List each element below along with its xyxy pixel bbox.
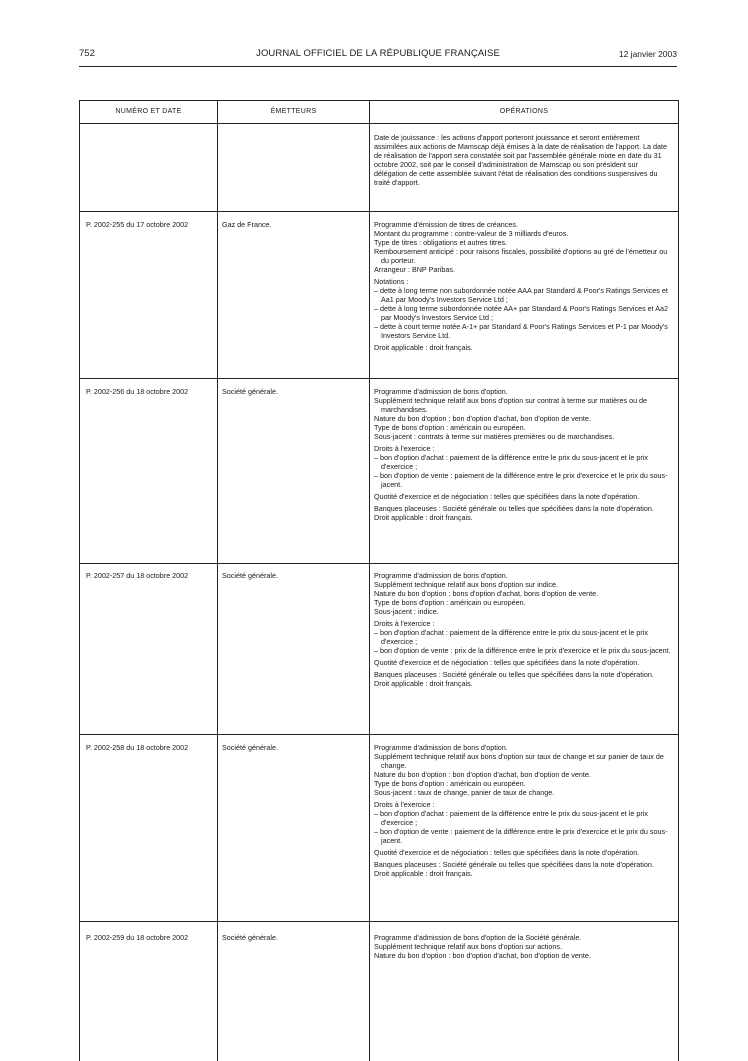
journal-title: JOURNAL OFFICIEL DE LA RÉPUBLIQUE FRANÇAISE <box>256 48 500 59</box>
issue-date: 12 janvier 2003 <box>618 49 677 59</box>
operation-line: Banques placeuses : Société générale ou telles que spécifiées dans la note d'opération. <box>374 860 654 869</box>
row-divider <box>80 921 678 922</box>
page-header <box>79 46 677 66</box>
operation-line: Nature du bon d'option : bons d'option d'achat, bons d'option de vente. <box>374 589 599 598</box>
operation-line: – bon d'option d'achat : paiement de la différence entre le prix du sous-jacent et le prix d'exercice ; <box>374 453 648 471</box>
emetteur-cell: Société générale. <box>222 571 278 580</box>
emetteur-cell: Société générale. <box>222 933 278 942</box>
operation-line: Programme d'admission de bons d'option de la Société générale. <box>374 933 582 942</box>
operations-cell <box>374 571 672 688</box>
operation-line: Date de jouissance : les actions d'apport porteront jouissance et seront entièrement assimilées aux actions de Mamscap déjà émises à la date de réalisation de l'apport. La date de réalisation de l'apport sera constatée soit par l'assemblée générale mixte en date du 31 octobre 2002, soit par le conseil d'administration de Mamscap ou son président sur délégation de cette assemblée suivant l'état de réalisation des conditions suspensives du traité d'apport. <box>374 133 668 187</box>
operation-line: Droits à l'exercice : <box>374 444 435 453</box>
operations-cell <box>374 933 672 960</box>
operation-line: Type de bons d'option : américain ou européen. <box>374 598 526 607</box>
operation-line: Nature du bon d'option : bon d'option d'achat, bon d'option de vente. <box>374 770 591 779</box>
operation-line: Quotité d'exercice et de négociation : telles que spécifiées dans la note d'opération. <box>374 848 640 857</box>
row-divider <box>80 734 678 735</box>
operation-line: – dette à long terme non subordonnée notée AAA par Standard & Poor's Ratings Services et Aa1 par Moody's Investors Service Ltd ; <box>374 286 668 304</box>
operation-line: Droit applicable : droit français. <box>374 869 473 878</box>
operations-cell <box>374 743 672 878</box>
operation-line: Programme d'admission de bons d'option. <box>374 387 508 396</box>
operations-cell <box>374 133 672 187</box>
operation-line: Droit applicable : droit français. <box>374 513 473 522</box>
operation-line: Type de titres : obligations et autres titres. <box>374 238 508 247</box>
operation-line: Quotité d'exercice et de négociation : telles que spécifiées dans la note d'opération. <box>374 658 640 667</box>
operation-line: Droit applicable : droit français. <box>374 343 473 352</box>
page-number: 752 <box>79 48 95 59</box>
numero-date-cell: P. 2002-257 du 18 octobre 2002 <box>86 571 189 580</box>
operation-line: Remboursement anticipé : pour raisons fiscales, possibilité d'options au gré de l'émetteur ou du porteur. <box>374 247 668 265</box>
column-header-numero: NUMÉRO ET DATE <box>115 108 182 115</box>
operation-line: – bon d'option de vente : prix de la différence entre le prix d'exercice et le prix du sous-jacent. <box>374 646 671 655</box>
emetteur-cell: Gaz de France. <box>222 220 272 229</box>
header-divider <box>80 123 678 124</box>
operation-line: – dette à court terme notée A-1+ par Standard & Poor's Ratings Services et P-1 par Moody's Investors Service Ltd. <box>374 322 668 340</box>
row-divider <box>80 211 678 212</box>
operation-line: Sous-jacent : taux de change, panier de taux de change. <box>374 788 555 797</box>
column-divider <box>369 101 370 1061</box>
emetteur-cell: Société générale. <box>222 387 278 396</box>
column-header-emetteurs: ÉMETTEURS <box>270 108 317 115</box>
numero-date-cell: P. 2002-258 du 18 octobre 2002 <box>86 743 189 752</box>
operations-cell <box>374 220 672 352</box>
numero-date-cell: P. 2002-259 du 18 octobre 2002 <box>86 933 189 942</box>
operation-line: Supplément technique relatif aux bons d'option sur taux de change et sur panier de taux de change. <box>374 752 664 770</box>
operations-table <box>79 100 679 1061</box>
operation-line: Sous-jacent : contrats à terme sur matières premières ou de marchandises. <box>374 432 615 441</box>
operation-line: Notations : <box>374 277 409 286</box>
emetteur-cell: Société générale. <box>222 743 278 752</box>
operation-line: Nature du bon d'option : bon d'option d'achat, bon d'option de vente. <box>374 951 591 960</box>
operation-line: Programme d'admission de bons d'option. <box>374 571 508 580</box>
operation-line: Banques placeuses : Société générale ou telles que spécifiées dans la note d'opération. <box>374 504 654 513</box>
operation-line: Supplément technique relatif aux bons d'option sur indice. <box>374 580 558 589</box>
row-divider <box>80 563 678 564</box>
operation-line: – bon d'option d'achat : paiement de la différence entre le prix du sous-jacent et le prix d'exercice ; <box>374 809 648 827</box>
operation-line: Droits à l'exercice : <box>374 619 435 628</box>
column-header-operations: OPÉRATIONS <box>499 108 549 115</box>
operations-cell <box>374 387 672 522</box>
numero-date-cell: P. 2002-255 du 17 octobre 2002 <box>86 220 189 229</box>
header-rule <box>79 66 677 67</box>
operation-line: Quotité d'exercice et de négociation : telles que spécifiées dans la note d'opération. <box>374 492 640 501</box>
operation-line: Supplément technique relatif aux bons d'option sur actions. <box>374 942 562 951</box>
column-divider <box>217 101 218 1061</box>
operation-line: Droits à l'exercice : <box>374 800 435 809</box>
operation-line: – bon d'option d'achat : paiement de la différence entre le prix du sous-jacent et le prix d'exercice ; <box>374 628 648 646</box>
operation-line: Type de bons d'option : américain ou européen. <box>374 779 526 788</box>
operation-line: Supplément technique relatif aux bons d'option sur contrat à terme sur matières ou de marchandises. <box>374 396 648 414</box>
operation-line: Droit applicable : droit français. <box>374 679 473 688</box>
operation-line: Montant du programme : contre-valeur de 3 milliards d'euros. <box>374 229 569 238</box>
operation-line: – dette à long terme subordonnée notée AA+ par Standard & Poor's Ratings Services et Aa2 par Moody's Investors Service Ltd ; <box>374 304 669 322</box>
operation-line: Type de bons d'option : américain ou européen. <box>374 423 526 432</box>
operation-line: Banques placeuses : Société générale ou telles que spécifiées dans la note d'opération. <box>374 670 654 679</box>
operation-line: – bon d'option de vente : paiement de la différence entre le prix d'exercice et le prix du sous-jacent. <box>374 827 668 845</box>
operation-line: – bon d'option de vente : paiement de la différence entre le prix d'exercice et le prix du sous-jacent. <box>374 471 668 489</box>
operation-line: Nature du bon d'option : bon d'option d'achat, bon d'option de vente. <box>374 414 591 423</box>
row-divider <box>80 378 678 379</box>
operation-line: Sous-jacent : indice. <box>374 607 439 616</box>
operation-line: Arrangeur : BNP Paribas. <box>374 265 455 274</box>
operation-line: Programme d'émission de titres de créances. <box>374 220 518 229</box>
operation-line: Programme d'admission de bons d'option. <box>374 743 508 752</box>
numero-date-cell: P. 2002-256 du 18 octobre 2002 <box>86 387 189 396</box>
